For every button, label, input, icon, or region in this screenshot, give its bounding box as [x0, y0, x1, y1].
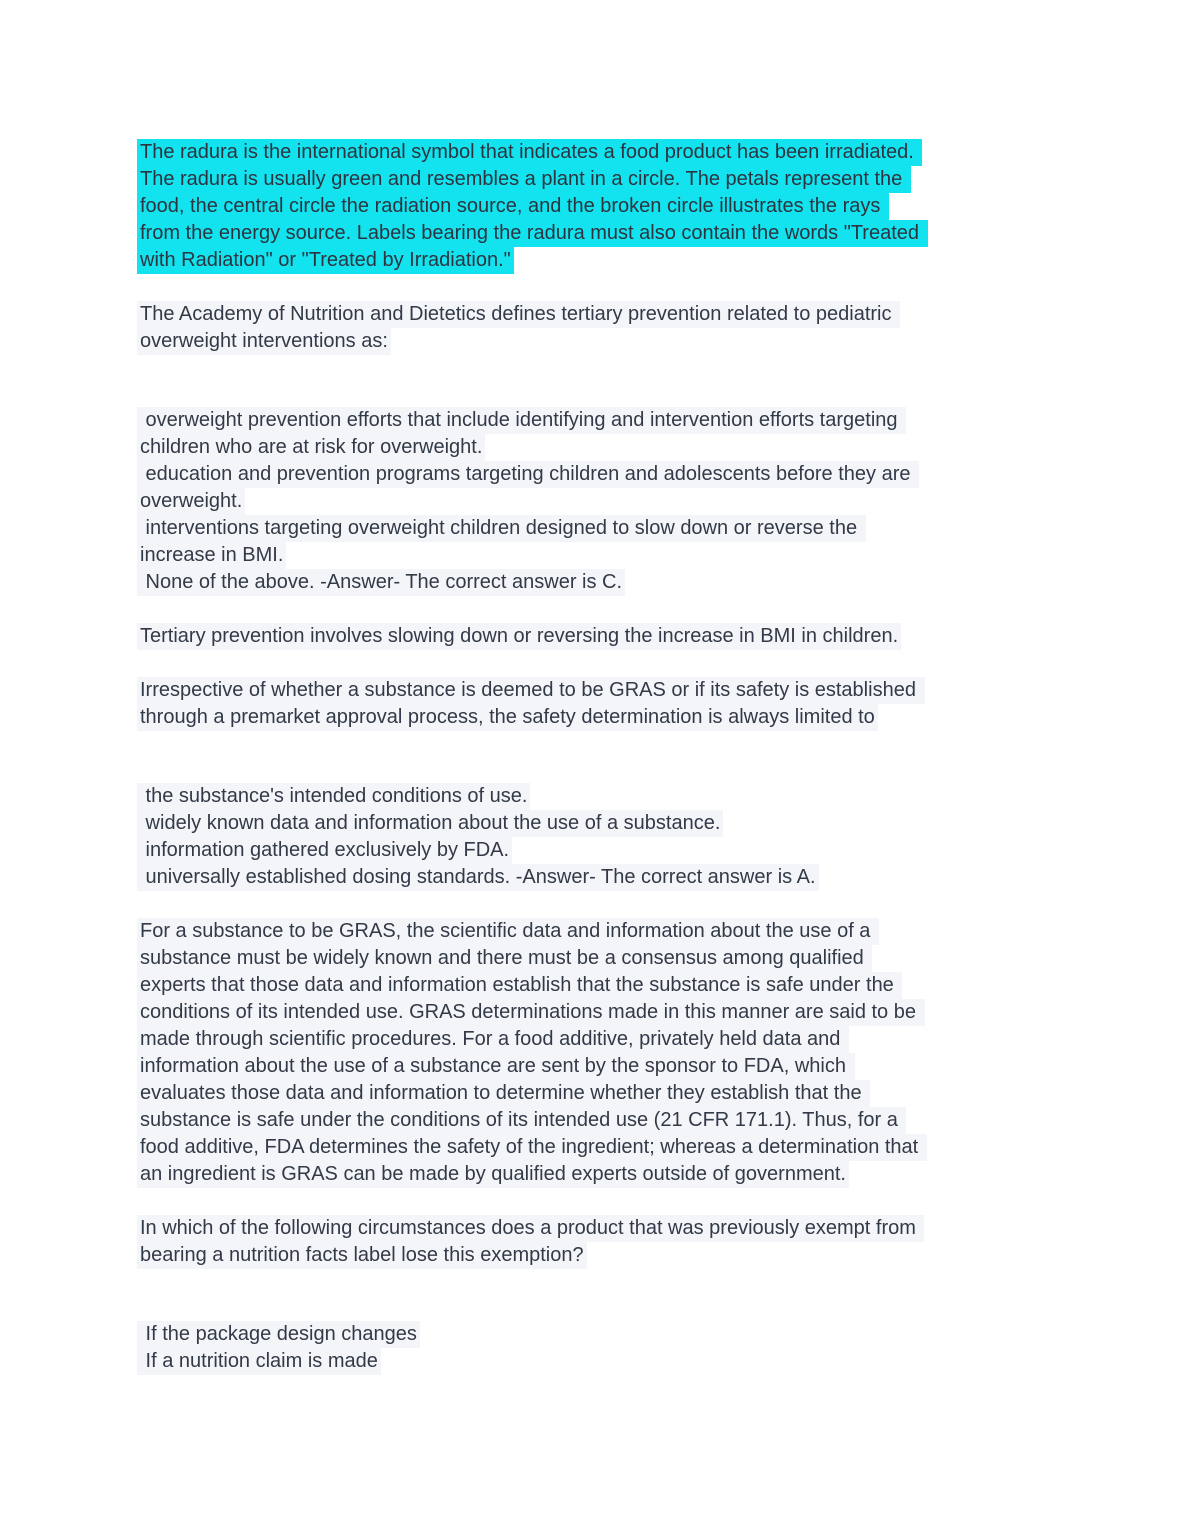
text-line — [137, 301, 1150, 328]
tertiary-prevention-question — [137, 301, 1150, 355]
text-line — [137, 434, 1150, 461]
text-line — [137, 972, 1150, 999]
nutrition-label-exemption-question — [137, 1215, 1150, 1269]
nutrition-label-exemption-options — [137, 1321, 1150, 1375]
text-line — [137, 515, 1150, 542]
highlighted-text: If a nutrition claim is made — [137, 1348, 381, 1375]
text-line — [137, 193, 1150, 220]
text-line — [137, 1215, 1150, 1242]
text-line — [137, 810, 1150, 837]
highlighted-text: For a substance to be GRAS, the scientific data and information about the use of a — [137, 918, 879, 945]
highlighted-text: Irrespective of whether a substance is deemed to be GRAS or if its safety is established — [137, 677, 925, 704]
text-line — [137, 166, 1150, 193]
highlighted-text: None of the above. -Answer- The correct answer is C. — [137, 569, 625, 596]
highlighted-text: through a premarket approval process, the safety determination is always limited to — [137, 704, 878, 731]
highlighted-text: education and prevention programs targeting children and adolescents before they are — [137, 461, 919, 488]
text-line — [137, 407, 1150, 434]
highlighted-text: food, the central circle the radiation source, and the broken circle illustrates the rays — [137, 193, 889, 220]
highlighted-text: from the energy source. Labels bearing the radura must also contain the words "Treated — [137, 220, 928, 247]
text-line — [137, 1161, 1150, 1188]
highlighted-text: overweight. — [137, 488, 245, 515]
highlighted-text: conditions of its intended use. GRAS determinations made in this manner are said to be — [137, 999, 925, 1026]
text-line — [137, 837, 1150, 864]
tertiary-prevention-options — [137, 407, 1150, 596]
text-line — [137, 623, 1150, 650]
text-line — [137, 1321, 1150, 1348]
highlighted-text: interventions targeting overweight children designed to slow down or reverse the — [137, 515, 866, 542]
text-line — [137, 918, 1150, 945]
highlighted-text: with Radiation" or "Treated by Irradiation." — [137, 247, 514, 274]
highlighted-text: substance must be widely known and there must be a consensus among qualified — [137, 945, 872, 972]
text-line — [137, 1134, 1150, 1161]
text-line — [137, 999, 1150, 1026]
highlighted-text: the substance's intended conditions of use. — [137, 783, 530, 810]
document-body — [137, 139, 1150, 1375]
highlighted-text: universally established dosing standards. -Answer- The correct answer is A. — [137, 864, 819, 891]
highlighted-text: increase in BMI. — [137, 542, 286, 569]
text-line — [137, 1242, 1150, 1269]
text-line — [137, 328, 1150, 355]
gras-explanation-paragraph — [137, 918, 1150, 1188]
highlighted-text: overweight interventions as: — [137, 328, 391, 355]
highlighted-text: evaluates those data and information to determine whether they establish that the — [137, 1080, 870, 1107]
text-line — [137, 220, 1150, 247]
highlighted-text: The Academy of Nutrition and Dietetics defines tertiary prevention related to pediatric — [137, 301, 900, 328]
highlighted-text: children who are at risk for overweight. — [137, 434, 485, 461]
highlighted-text: In which of the following circumstances does a product that was previously exempt from — [137, 1215, 924, 1242]
text-line — [137, 139, 1150, 166]
gras-safety-options — [137, 783, 1150, 891]
text-line — [137, 1348, 1150, 1375]
highlighted-text: If the package design changes — [137, 1321, 420, 1348]
text-line — [137, 1107, 1150, 1134]
highlighted-text: The radura is the international symbol that indicates a food product has been irradiated. — [137, 139, 922, 166]
text-line — [137, 864, 1150, 891]
text-line — [137, 1080, 1150, 1107]
text-line — [137, 542, 1150, 569]
text-line — [137, 945, 1150, 972]
highlighted-text: overweight prevention efforts that include identifying and intervention efforts targeting — [137, 407, 906, 434]
highlighted-text: Tertiary prevention involves slowing down or reversing the increase in BMI in children. — [137, 623, 901, 650]
text-line — [137, 569, 1150, 596]
tertiary-prevention-explanation — [137, 623, 1150, 650]
highlighted-text: made through scientific procedures. For a food additive, privately held data and — [137, 1026, 849, 1053]
text-line — [137, 1026, 1150, 1053]
highlighted-text: food additive, FDA determines the safety of the ingredient; whereas a determination that — [137, 1134, 927, 1161]
text-line — [137, 247, 1150, 274]
highlighted-text: The radura is usually green and resembles a plant in a circle. The petals represent the — [137, 166, 911, 193]
text-line — [137, 704, 1150, 731]
text-line — [137, 461, 1150, 488]
radura-symbol-highlighted-paragraph — [137, 139, 1150, 274]
gras-safety-question — [137, 677, 1150, 731]
text-line — [137, 488, 1150, 515]
text-line — [137, 677, 1150, 704]
highlighted-text: experts that those data and information establish that the substance is safe under the — [137, 972, 902, 999]
highlighted-text: an ingredient is GRAS can be made by qualified experts outside of government. — [137, 1161, 849, 1188]
highlighted-text: widely known data and information about the use of a substance. — [137, 810, 723, 837]
text-line — [137, 1053, 1150, 1080]
text-line — [137, 783, 1150, 810]
highlighted-text: substance is safe under the conditions of its intended use (21 CFR 171.1). Thus, for a — [137, 1107, 906, 1134]
highlighted-text: information gathered exclusively by FDA. — [137, 837, 512, 864]
highlighted-text: information about the use of a substance are sent by the sponsor to FDA, which — [137, 1053, 855, 1080]
highlighted-text: bearing a nutrition facts label lose this exemption? — [137, 1242, 587, 1269]
